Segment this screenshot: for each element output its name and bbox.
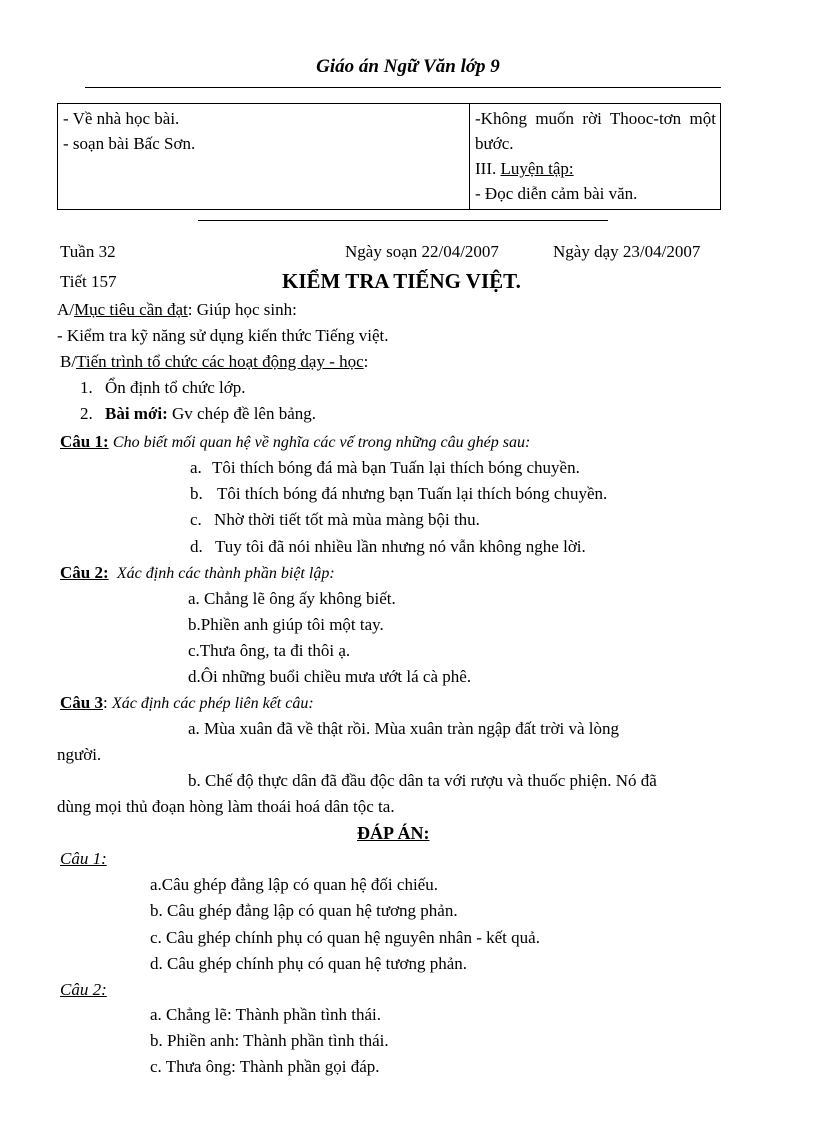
q3-a-line-1: a. Mùa xuân đã về thật rồi. Mùa xuân tràn ngập đất trời và lòng (188, 719, 620, 738)
q2-item-d: d.Ôi những buổi chiều mưa ướt lá cà phê. (188, 667, 472, 686)
section-b-heading (60, 352, 368, 372)
table-right-section (475, 156, 716, 181)
step-1-num: 1. (80, 378, 93, 397)
table-right-line-1: -Không muốn rời Thooc-tơn một bước. (475, 109, 716, 153)
answers-c2-label: Câu 2: (60, 980, 107, 999)
table-bottom-rule (198, 220, 608, 221)
q1-item-c-text: Nhờ thời tiết tốt mà mùa màng bội thu. (214, 510, 480, 529)
q3-colon: : (102, 693, 108, 712)
answers-c1-item-c: c. Câu ghép chính phụ có quan hệ nguyên nhân - kết quả. (150, 928, 540, 947)
teach-date: Ngày dạy 23/04/2007 (553, 242, 701, 261)
q1-prompt: Cho biết mối quan hệ về nghĩa các vế trong những câu ghép sau: (112, 434, 531, 451)
q1-heading (60, 432, 530, 453)
q1-label: Câu 1: (60, 432, 109, 451)
section-number: III. (475, 159, 497, 178)
q2-item-b: b.Phiền anh giúp tôi một tay. (188, 615, 384, 634)
q1-item-b-letter: b. (190, 484, 203, 503)
section-a-prefix: A/ (57, 300, 74, 319)
q1-item-a-letter: a. (190, 458, 202, 477)
table-left-line-2: - soạn bài Bấc Sơn. (63, 134, 196, 153)
answers-c1-item-a: a.Câu ghép đẳng lập có quan hệ đối chiếu. (150, 875, 438, 894)
q2-item-c: c.Thưa ông, ta đi thôi ạ. (188, 641, 351, 660)
answers-c2-item-a: a. Chẳng lẽ: Thành phần tình thái. (150, 1005, 382, 1024)
section-b-title: Tiến trình tổ chức các hoạt động dạy - học (76, 352, 364, 371)
q1-item-b-text: Tôi thích bóng đá nhưng bạn Tuấn lại thích bóng chuyền. (217, 484, 608, 503)
q3-prompt: Xác định các phép liên kết câu: (111, 695, 314, 712)
answers-c1-item-b: b. Câu ghép đẳng lập có quan hệ tương phản. (150, 901, 458, 920)
section-title: Luyện tập: (500, 159, 574, 178)
section-a-heading (57, 300, 297, 320)
step-1 (80, 378, 246, 398)
answers-c2-item-b: b. Phiền anh: Thành phần tình thái. (150, 1031, 389, 1050)
q1-item-d-letter: d. (190, 537, 203, 556)
q3-b-line-2: dùng mọi thủ đoạn hòng làm thoái hoá dân tộc ta. (57, 797, 395, 816)
section-a-tail: : Giúp học sinh: (187, 300, 297, 319)
table-right-line-4: - Đọc diễn cảm bài văn. (475, 184, 638, 203)
q2-item-a: a. Chẳng lẽ ông ấy không biết. (188, 589, 396, 608)
answers-heading: ĐÁP ÁN: (357, 823, 430, 843)
q3-a-line-2: người. (57, 745, 102, 764)
page-header-title: Giáo án Ngữ Văn lớp 9 (316, 56, 500, 77)
q3-label: Câu 3 (60, 693, 103, 712)
step-2-num: 2. (80, 404, 93, 423)
q1-item-a-text: Tôi thích bóng đá mà bạn Tuấn lại thích bóng chuyền. (212, 458, 580, 477)
section-b-tail: : (363, 352, 369, 371)
step-1-text: Ổn định tổ chức lớp. (105, 378, 246, 397)
week-label: Tuần 32 (60, 242, 116, 261)
section-a-title: Mục tiêu cần đạt (74, 300, 188, 319)
step-2-bold: Bài mới: (105, 404, 168, 423)
q1-item-c-letter: c. (190, 510, 202, 529)
q1-item-d (190, 537, 586, 557)
prep-date: Ngày soạn 22/04/2007 (345, 242, 499, 261)
continuation-table (57, 103, 721, 210)
answers-c2-item-c: c. Thưa ông: Thành phần gọi đáp. (150, 1057, 380, 1076)
q2-label: Câu 2: (60, 563, 109, 582)
answers-c1-item-d: d. Câu ghép chính phụ có quan hệ tương phản. (150, 954, 468, 973)
step-2-text: Gv chép đề lên bảng. (167, 404, 317, 423)
table-left-cell (58, 104, 470, 210)
q2-heading (60, 563, 335, 584)
answers-c1-label: Câu 1: (60, 849, 107, 868)
header-rule (85, 87, 721, 88)
table-right-cell (470, 104, 721, 210)
q2-prompt: Xác định các thành phần biệt lập: (116, 565, 335, 582)
q3-b-line-1: b. Chế độ thực dân đã đầu độc dân ta với rượu và thuốc phiện. Nó đã (188, 771, 657, 790)
page-title: KIỂM TRA TIẾNG VIỆT. (282, 269, 521, 293)
section-a-line: - Kiểm tra kỹ năng sử dụng kiến thức Tiếng việt. (57, 326, 389, 345)
section-b-prefix: B/ (60, 352, 77, 371)
q1-item-d-text: Tuy tôi đã nói nhiều lần nhưng nó vẫn không nghe lời. (215, 537, 586, 556)
step-2 (80, 404, 316, 424)
q1-item-b (190, 484, 607, 504)
table-left-line-1: - Về nhà học bài. (63, 109, 180, 128)
q3-heading (60, 693, 314, 714)
q1-item-c (190, 510, 480, 530)
q1-item-a (190, 458, 580, 478)
lesson-number: Tiết 157 (60, 272, 117, 291)
